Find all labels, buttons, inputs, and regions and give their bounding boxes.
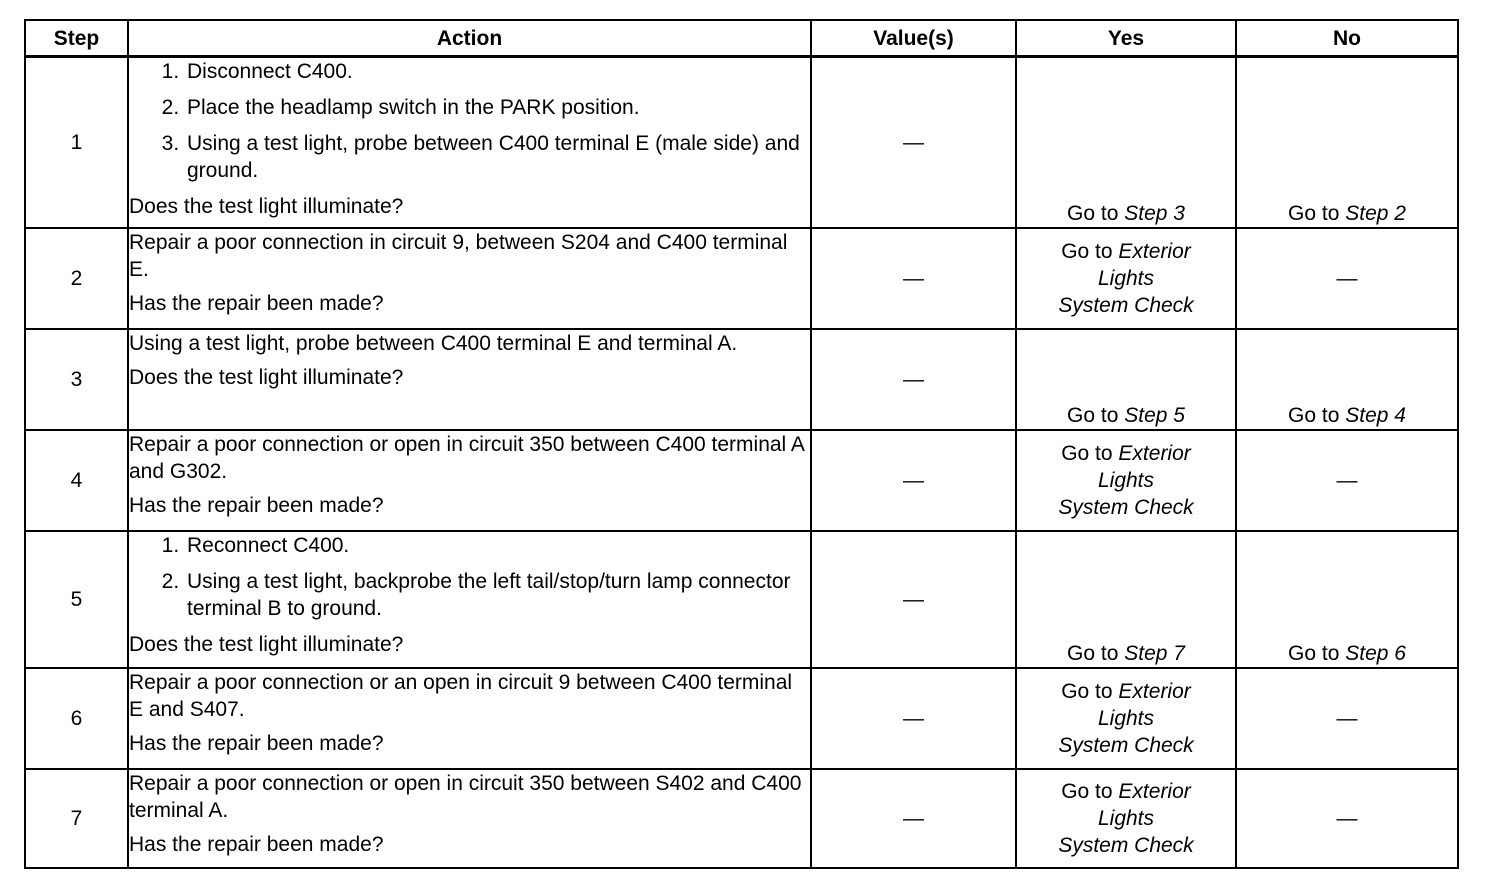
step-number: 2 [25, 228, 128, 329]
yes-prefix: Go to [1061, 239, 1113, 263]
action-cell [128, 769, 811, 868]
yes-ref-line-3: System Check [1058, 733, 1194, 757]
value-cell: — [811, 329, 1016, 430]
value-cell: — [811, 531, 1016, 668]
yes-cell [1016, 531, 1236, 668]
action-question: Has the repair been made? [129, 832, 384, 856]
table-row-step-2 [25, 228, 1458, 329]
yes-cell [1016, 430, 1236, 531]
action-question: Does the test light illuminate? [129, 632, 404, 656]
yes-step-ref: Step 5 [1124, 403, 1185, 427]
yes-prefix: Go to [1061, 779, 1113, 803]
step-number: 7 [25, 769, 128, 868]
no-step-ref: Step 6 [1345, 641, 1406, 665]
step-number: 1 [25, 57, 128, 228]
yes-step-ref: Step 7 [1124, 641, 1185, 665]
header-step: Step [25, 20, 128, 57]
no-prefix: Go to [1288, 201, 1340, 225]
value-cell: — [811, 57, 1016, 228]
no-step-ref: Step 2 [1345, 201, 1406, 225]
table-row-step-4 [25, 430, 1458, 531]
action-text: Repair a poor connection or open in circuit 350 between S402 and C400 terminal A. [129, 771, 802, 822]
yes-prefix: Go to [1067, 201, 1119, 225]
yes-ref-line-1: Exterior [1118, 239, 1191, 263]
action-text: Repair a poor connection or open in circuit 350 between C400 terminal A and G302. [129, 432, 804, 483]
yes-cell [1016, 329, 1236, 430]
header-values: Value(s) [811, 20, 1016, 57]
yes-ref-line-2: Lights [1097, 806, 1155, 830]
table-row-step-7 [25, 769, 1458, 868]
table-row-step-3 [25, 329, 1458, 430]
action-question: Has the repair been made? [129, 731, 384, 755]
action-question: Does the test light illuminate? [129, 195, 404, 218]
list-item: 2. Using a test light, backprobe the left tail/stop/turn lamp connector terminal B to ground. [185, 568, 810, 622]
yes-ref-line-3: System Check [1058, 293, 1194, 317]
value-cell: — [811, 228, 1016, 329]
yes-cell [1016, 769, 1236, 868]
step-number: 5 [25, 531, 128, 668]
table-row-step-5 [25, 531, 1458, 668]
no-prefix: Go to [1288, 641, 1340, 665]
no-cell [1236, 531, 1458, 668]
value-cell: — [811, 430, 1016, 531]
header-row [25, 20, 1458, 57]
no-cell: — [1236, 430, 1458, 531]
action-cell [128, 228, 811, 329]
yes-ref-line-2: Lights [1097, 266, 1155, 290]
step-number: 4 [25, 430, 128, 531]
yes-prefix: Go to [1061, 679, 1113, 703]
yes-cell [1016, 57, 1236, 228]
action-cell [128, 57, 811, 228]
yes-prefix: Go to [1061, 441, 1113, 465]
action-cell [128, 531, 811, 668]
table-row-step-6 [25, 668, 1458, 769]
yes-ref-line-3: System Check [1058, 495, 1194, 519]
list-item: 1. Disconnect C400. [185, 58, 810, 85]
action-list [129, 58, 810, 184]
yes-ref-line-2: Lights [1097, 706, 1155, 730]
header-action: Action [128, 20, 811, 57]
action-cell [128, 329, 811, 430]
list-item: 1. Reconnect C400. [185, 532, 810, 559]
action-question: Has the repair been made? [129, 291, 384, 315]
yes-cell [1016, 668, 1236, 769]
action-text: Repair a poor connection or an open in circuit 9 between C400 terminal E and S407. [129, 670, 793, 721]
step-number: 3 [25, 329, 128, 430]
yes-ref-line-1: Exterior [1118, 441, 1191, 465]
list-item: 2. Place the headlamp switch in the PARK position. [185, 94, 810, 121]
action-cell [128, 668, 811, 769]
yes-ref-line-1: Exterior [1118, 679, 1191, 703]
yes-step-ref: Step 3 [1124, 201, 1185, 225]
yes-prefix: Go to [1067, 641, 1119, 665]
list-item: 3. Using a test light, probe between C400 terminal E (male side) and ground. [185, 130, 810, 184]
action-list [129, 532, 810, 622]
no-step-ref: Step 4 [1345, 403, 1406, 427]
value-cell: — [811, 668, 1016, 769]
diagnostic-table [24, 19, 1459, 869]
header-yes: Yes [1016, 20, 1236, 57]
action-question: Does the test light illuminate? [129, 365, 404, 389]
no-cell [1236, 329, 1458, 430]
no-cell: — [1236, 668, 1458, 769]
no-cell: — [1236, 228, 1458, 329]
action-text: Using a test light, probe between C400 terminal E and terminal A. [129, 331, 738, 355]
action-question: Has the repair been made? [129, 493, 384, 517]
yes-cell [1016, 228, 1236, 329]
yes-ref-line-1: Exterior [1118, 779, 1191, 803]
yes-ref-line-3: System Check [1058, 833, 1194, 857]
no-cell [1236, 57, 1458, 228]
step-number: 6 [25, 668, 128, 769]
action-text: Repair a poor connection in circuit 9, between S204 and C400 terminal E. [129, 230, 788, 281]
yes-prefix: Go to [1067, 403, 1119, 427]
table-row-step-1 [25, 57, 1458, 228]
no-cell: — [1236, 769, 1458, 868]
yes-ref-line-2: Lights [1097, 468, 1155, 492]
value-cell: — [811, 769, 1016, 868]
action-cell [128, 430, 811, 531]
header-no: No [1236, 20, 1458, 57]
no-prefix: Go to [1288, 403, 1340, 427]
